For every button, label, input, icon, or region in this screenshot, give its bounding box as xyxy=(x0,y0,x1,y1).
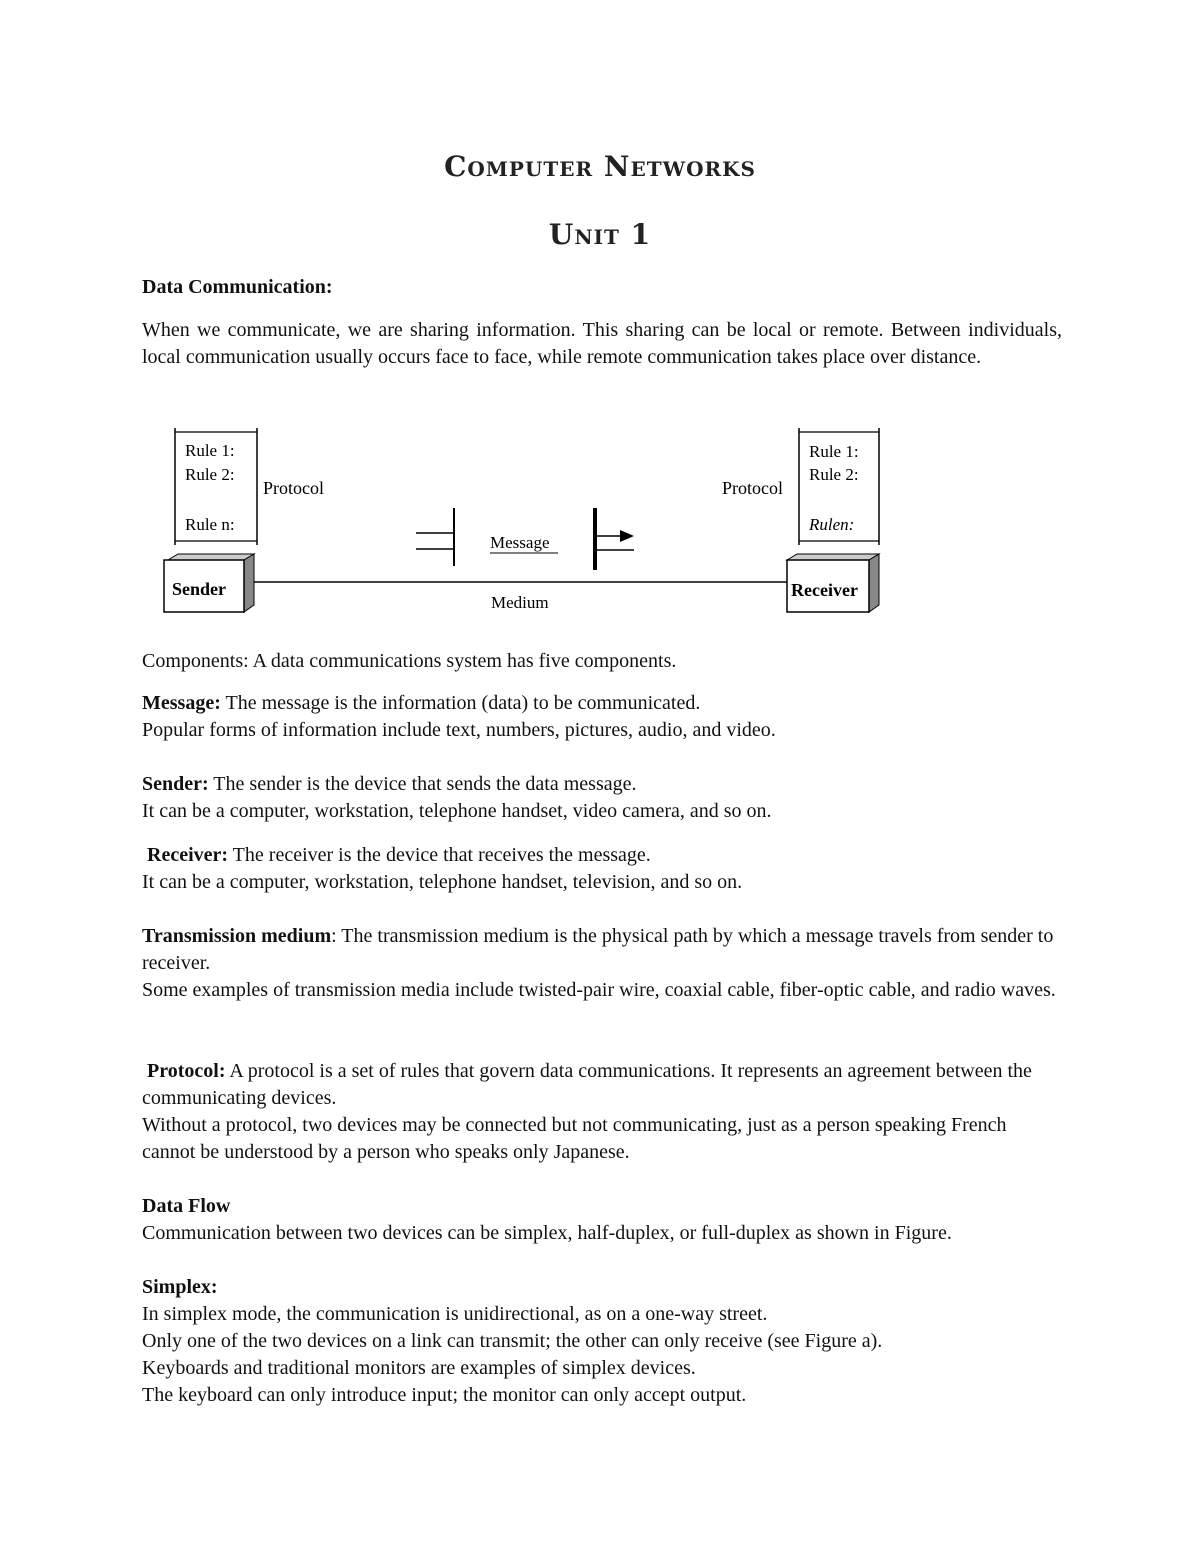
receiver-detail: It can be a computer, workstation, telephone handset, television, and so on. xyxy=(142,871,743,893)
section-heading-data-communication: Data Communication: xyxy=(142,276,333,298)
sender-term: Sender: xyxy=(142,773,209,795)
medium-term: Transmission medium xyxy=(142,925,332,947)
sender-definition: The sender is the device that sends the data message. xyxy=(208,773,637,795)
receiver-term: Receiver: xyxy=(147,844,229,866)
receiver-definition: The receiver is the device that receives the message. xyxy=(228,844,651,866)
document-title: Computer Networks xyxy=(444,150,756,183)
sender-rule-1: Rule 1: xyxy=(185,441,235,460)
receiver-rule-n: Rulen: xyxy=(809,515,855,534)
protocol-detail: Without a protocol, two devices may be connected but not communicating, just as a person speaking French cannot be understood by a person who speaks only Japanese. xyxy=(142,1114,1007,1163)
simplex-line: Keyboards and traditional monitors are examples of simplex devices. xyxy=(142,1357,696,1379)
components-intro: Components: A data communications system has five components. xyxy=(142,650,677,672)
sender-rule-2: Rule 2: xyxy=(185,465,235,484)
data-communication-diagram xyxy=(150,420,890,630)
component-transmission-medium xyxy=(142,923,1062,1004)
receiver-rule-1: Rule 1: xyxy=(809,442,859,461)
protocol-term: Protocol: xyxy=(147,1060,226,1082)
section-heading-data-flow: Data Flow xyxy=(142,1195,231,1217)
simplex-line: In simplex mode, the communication is unidirectional, as on a one-way street. xyxy=(142,1303,768,1325)
simplex-line: Only one of the two devices on a link can transmit; the other can only receive (see Figure a). xyxy=(142,1330,883,1352)
message-label: Message xyxy=(490,533,550,552)
message-detail: Popular forms of information include text, numbers, pictures, audio, and video. xyxy=(142,719,776,741)
receiver-device xyxy=(787,554,879,612)
sender-rule-n: Rule n: xyxy=(185,515,235,534)
sender-protocol-label: Protocol xyxy=(263,478,324,498)
component-receiver xyxy=(142,842,1062,896)
message-definition: The message is the information (data) to be communicated. xyxy=(220,692,701,714)
sender-detail: It can be a computer, workstation, telephone handset, video camera, and so on. xyxy=(142,800,772,822)
sender-rules-box xyxy=(175,428,257,545)
simplex-line: The keyboard can only introduce input; the monitor can only accept output. xyxy=(142,1384,747,1406)
data-flow-paragraph: Communication between two devices can be simplex, half-duplex, or full-duplex as shown in Figure. xyxy=(142,1222,952,1244)
receiver-protocol-label: Protocol xyxy=(722,478,783,498)
receiver-rules-box xyxy=(799,428,879,545)
simplex-heading: Simplex: xyxy=(142,1276,218,1298)
protocol-definition: A protocol is a set of rules that govern data communications. It represents an agreement between the communicating devices. xyxy=(142,1060,1032,1109)
sender-label: Sender xyxy=(172,579,226,599)
unit-heading: Unit 1 xyxy=(548,218,652,251)
medium-definition: : The transmission medium is the physical path by which a message travels from sender to receiver. xyxy=(142,925,1054,974)
component-message xyxy=(142,690,1062,744)
message-term: Message: xyxy=(142,692,221,714)
receiver-rule-2: Rule 2: xyxy=(809,465,859,484)
component-protocol xyxy=(142,1058,1062,1166)
medium-label: Medium xyxy=(491,593,549,612)
component-sender xyxy=(142,771,1062,825)
receiver-label: Receiver xyxy=(791,580,858,600)
sender-device xyxy=(164,554,254,612)
intro-paragraph: When we communicate, we are sharing information. This sharing can be local or remote. Between individuals, local communication usually occurs face to face, while remote communication takes place over distance. xyxy=(142,319,1062,368)
medium-detail: Some examples of transmission media include twisted-pair wire, coaxial cable, fiber-optic cable, and radio waves. xyxy=(142,979,1056,1001)
